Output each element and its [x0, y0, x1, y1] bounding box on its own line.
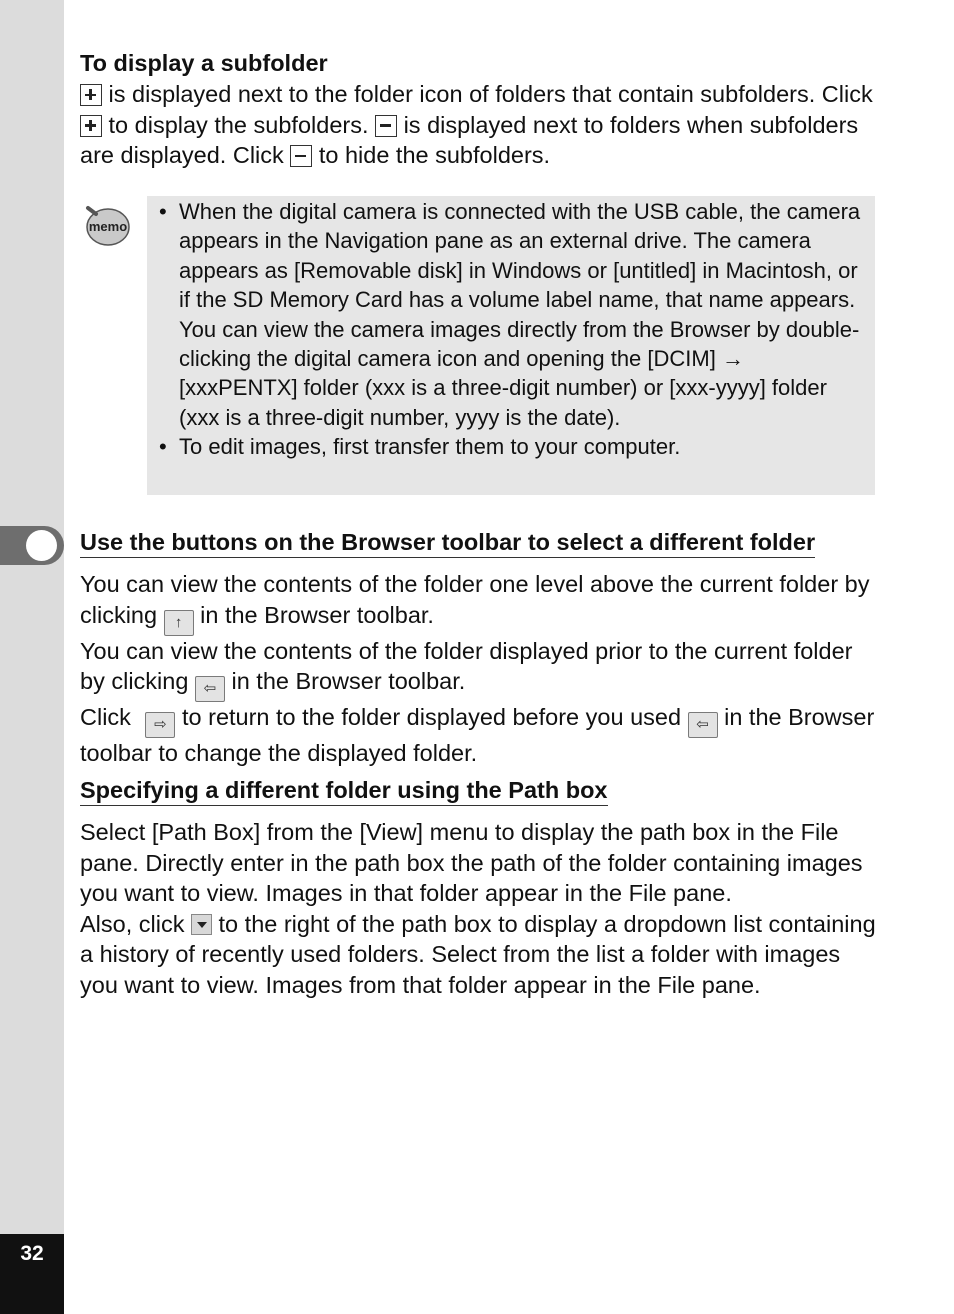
minus-box-icon: [290, 145, 312, 167]
path-para-2: Also, click to the right of the path box to display a dropdown list containing a history of recently used folders. Select from the list a folder with images you want to view. Images from that folder appear in the File pane.: [80, 910, 876, 998]
path-section-heading: Specifying a different folder using the Path box: [80, 777, 608, 806]
dropdown-arrow-icon: [191, 914, 212, 935]
subfolder-title: To display a subfolder: [80, 50, 328, 76]
toolbar-section-heading: Use the buttons on the Browser toolbar to select a different folder: [80, 529, 815, 558]
toolbar-para-3: Click ⇨ to return to the folder displayed before you used ⇦ in the Browser toolbar to change the displayed folder.: [80, 704, 875, 767]
svg-text:memo: memo: [88, 219, 128, 234]
back-arrow-icon: ⇦: [195, 676, 225, 702]
forward-arrow-icon: ⇨: [145, 712, 175, 738]
subfolder-text: is displayed next to the folder icon of folders that contain subfolders. Click to display the subfolders. is displayed next to folders when subfolders are displayed. Click to hide the subfolders.: [80, 81, 873, 169]
minus-box-icon: [375, 115, 397, 137]
memo-item: • To edit images, first transfer them to your computer.: [159, 434, 681, 460]
toolbar-para-2: You can view the contents of the folder displayed prior to the current folder by clicking ⇦ in the Browser toolbar.: [80, 636, 880, 703]
page-number-block: [0, 1234, 64, 1314]
memo-box: [147, 196, 875, 495]
chapter-tab-marker: [0, 526, 64, 565]
memo-list: [157, 197, 867, 462]
side-margin-bar: [0, 0, 64, 1314]
up-folder-icon: ↑: [164, 610, 194, 636]
memo-item: • When the digital camera is connected with the USB cable, the camera appears in the Navigation pane as an external drive. The camera appears as [Removable disk] in Windows or [untitled] in Macintosh, or if the SD Memory Card has a volume label name, that name appears. You can view the camera images directly from the Browser by double-clicking the digital camera icon and opening the [DCIM] → [xxxPENTX] folder (xxx is a three-digit number) or [xxx-yyyy] folder (xxx is a three-digit number, yyyy is the date).: [159, 199, 861, 430]
path-para-1: Select [Path Box] from the [View] menu to display the path box in the File pane. Directly enter in the path box the path of the folder containing images you want to view. Images in that folder appear in the File pane.: [80, 819, 863, 907]
subfolder-section: [80, 48, 880, 171]
plus-box-icon: [80, 84, 102, 106]
path-section: [80, 817, 880, 1001]
toolbar-para-1: You can view the contents of the folder one level above the current folder by clicking ↑ in the Browser toolbar.: [80, 569, 880, 636]
toolbar-section: [80, 569, 880, 769]
page-number: 32: [20, 1242, 44, 1265]
plus-box-icon: [80, 115, 102, 137]
back-arrow-icon: ⇦: [688, 712, 718, 738]
memo-icon: [82, 204, 132, 248]
